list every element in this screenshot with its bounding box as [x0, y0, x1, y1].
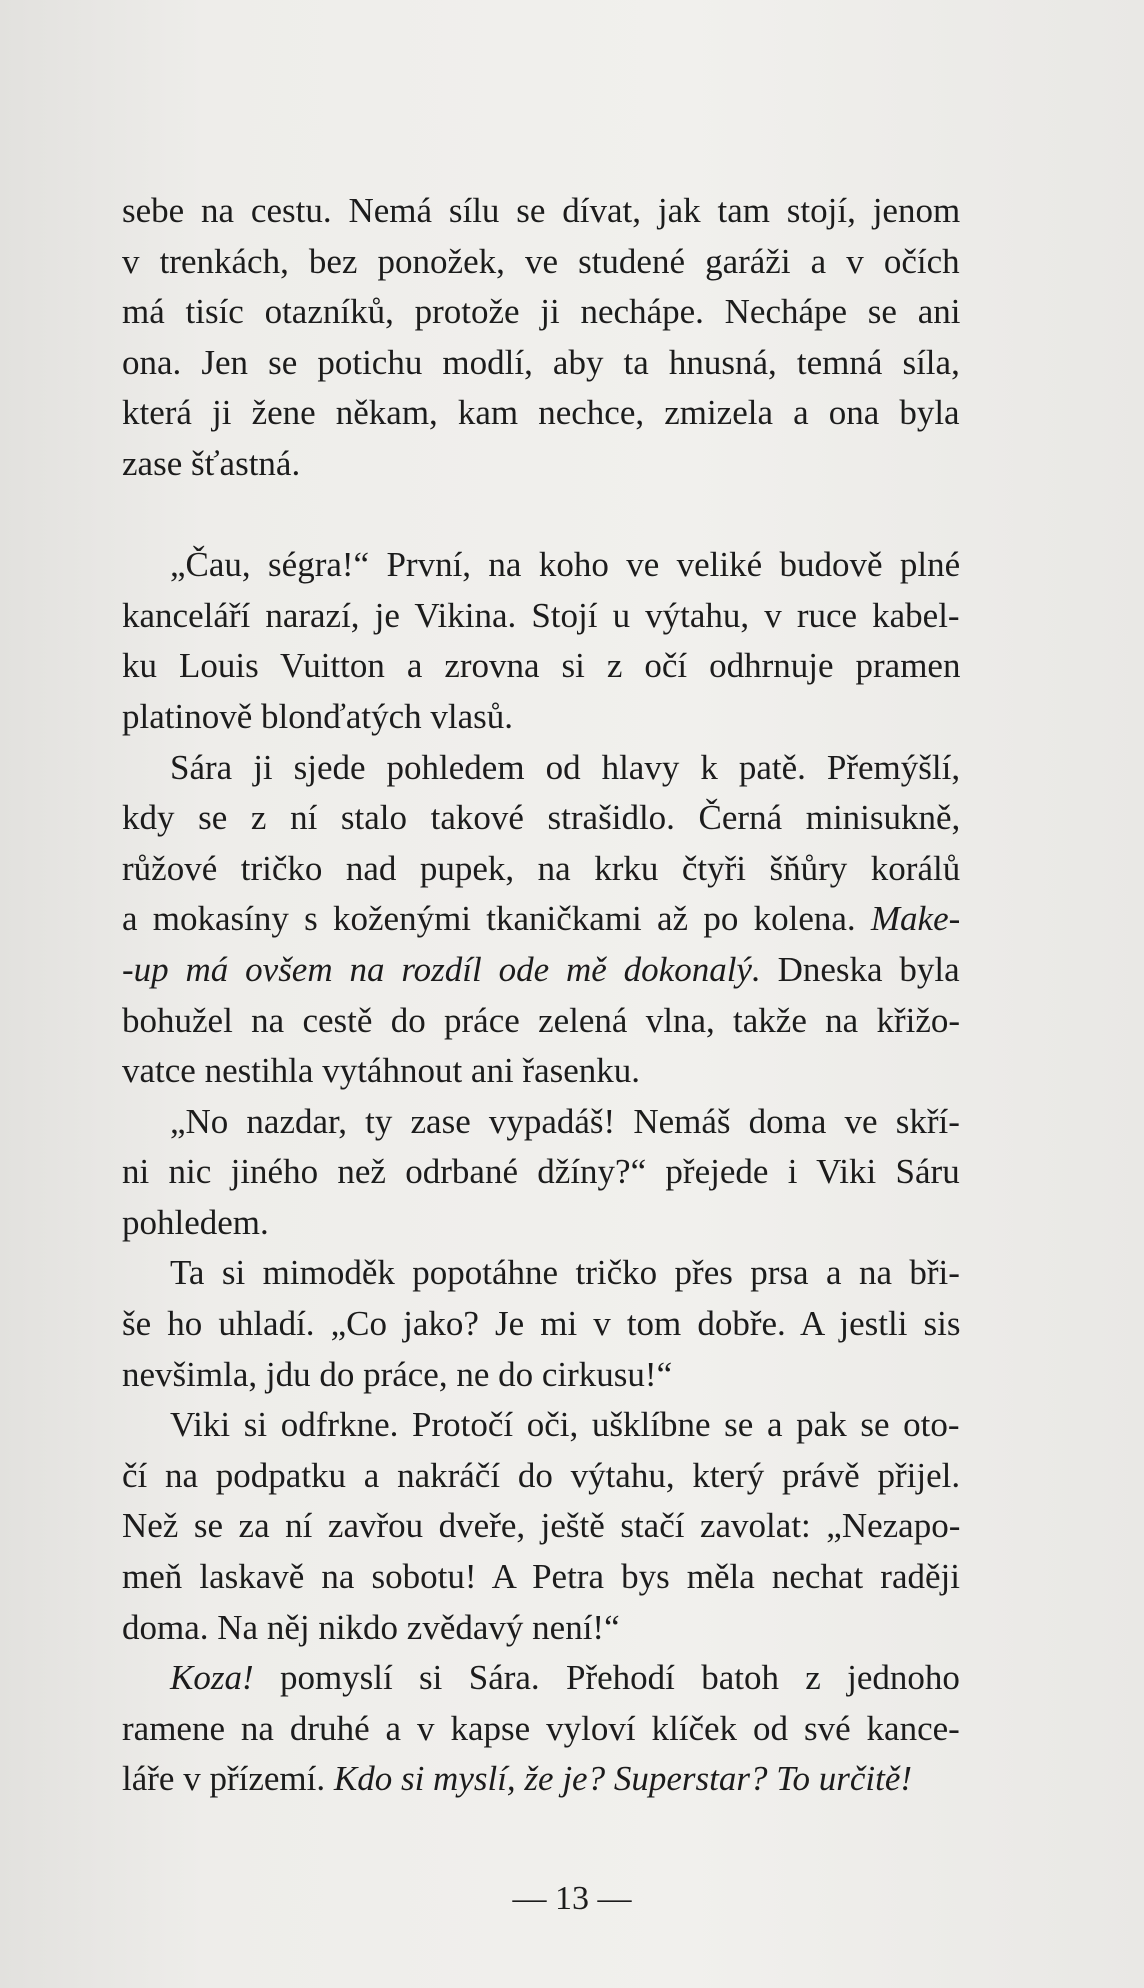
paragraph: [122, 186, 960, 490]
text-run: má tisíc otazníků, protože ji nechápe. Nechápe se ani: [122, 292, 961, 332]
text-line: [122, 1754, 960, 1805]
text-run: pohledem.: [122, 1202, 269, 1242]
text-line: [122, 793, 960, 844]
text-line: [122, 1248, 960, 1299]
text-line: [122, 388, 960, 439]
text-line: [122, 1653, 960, 1704]
text-run: která ji žene někam, kam nechce, zmizela a ona byla: [122, 393, 960, 433]
paragraph-gap: [122, 490, 960, 541]
text-run: vatce nestihla vytáhnout ani řasenku.: [122, 1051, 641, 1091]
text-run: Sára ji sjede pohledem od hlavy k patě. Přemýšlí,: [170, 747, 961, 787]
text-line: [122, 1451, 960, 1502]
paragraph: [122, 1097, 960, 1249]
text-run: „No nazdar, ty zase vypadáš! Nemáš doma ve skří-: [170, 1101, 960, 1141]
text-line: [122, 540, 960, 591]
text-line: [122, 287, 960, 338]
page-number: — 13 —: [512, 1880, 632, 1917]
text-line: [122, 1501, 960, 1552]
text-line: [122, 1097, 960, 1148]
text-line: [122, 338, 960, 389]
text-run: pomyslí si Sára. Přehodí batoh z jednoho: [253, 1658, 960, 1698]
text-run: růžové tričko nad pupek, na krku čtyři šňůry korálů: [122, 848, 961, 888]
body-text: [122, 186, 960, 1805]
text-run: Dneska byla: [760, 949, 960, 989]
italic-text: Make-: [870, 899, 961, 939]
text-line: [122, 844, 960, 895]
text-run: še ho uhladí. „Co jako? Je mi v tom dobře. A jestli sis: [122, 1304, 961, 1344]
text-run: ku Louis Vuitton a zrovna si z očí odhrnuje pramen: [122, 646, 961, 686]
text-run: čí na podpatku a nakráčí do výtahu, který právě přijel.: [122, 1455, 961, 1495]
text-line: [122, 1147, 960, 1198]
text-run: kdy se z ní stalo takové strašidlo. Černá minisukně,: [122, 798, 961, 838]
text-line: [122, 641, 960, 692]
text-run: ni nic jiného než odrbané džíny?“ přejede i Viki Sáru: [122, 1152, 960, 1192]
paragraph: [122, 1400, 960, 1653]
text-line: [122, 439, 960, 490]
text-run: bohužel na cestě do práce zelená vlna, takže na křižo-: [122, 1000, 961, 1040]
paragraph: [122, 540, 960, 742]
text-line: [122, 1400, 960, 1451]
paragraph: [122, 1248, 960, 1400]
text-line: [122, 591, 960, 642]
text-run: ramene na druhé a v kapse vyloví klíček od své kance-: [122, 1708, 960, 1748]
text-run: meň laskavě na sobotu! A Petra bys měla nechat raději: [122, 1557, 960, 1597]
italic-text: -up má ovšem na rozdíl ode mě dokonalý.: [122, 949, 761, 989]
text-line: [122, 1350, 960, 1401]
text-line: [122, 945, 960, 996]
text-line: [122, 1704, 960, 1755]
text-line: [122, 1603, 960, 1654]
text-run: kanceláří narazí, je Vikina. Stojí u výtahu, v ruce kabel-: [122, 595, 960, 635]
text-run: doma. Na něj nikdo zvědavý není!“: [122, 1607, 620, 1647]
text-line: [122, 996, 960, 1047]
text-run: a mokasíny s koženými tkaničkami až po kolena.: [122, 899, 871, 939]
text-run: Viki si odfrkne. Protočí oči, ušklíbne se a pak se oto-: [170, 1405, 960, 1445]
italic-text: Koza!: [170, 1658, 254, 1698]
text-line: [122, 1046, 960, 1097]
text-run: „Čau, ségra!“ První, na koho ve veliké budově plné: [170, 545, 961, 585]
paragraph: [122, 1653, 960, 1805]
text-run: platinově blonďatých vlasů.: [122, 696, 514, 736]
paragraph: [122, 743, 960, 1097]
text-line: [122, 1198, 960, 1249]
text-run: láře v přízemí.: [122, 1759, 334, 1799]
text-run: ona. Jen se potichu modlí, aby ta hnusná, temná síla,: [122, 342, 960, 382]
text-line: [122, 186, 960, 237]
text-line: [122, 894, 960, 945]
text-line: [122, 692, 960, 743]
text-line: [122, 237, 960, 288]
text-line: [122, 743, 960, 794]
text-run: nevšimla, jdu do práce, ne do cirkusu!“: [122, 1354, 673, 1394]
text-line: [122, 1552, 960, 1603]
text-run: Než se za ní zavřou dveře, ještě stačí zavolat: „Nezapo-: [122, 1506, 961, 1546]
text-run: sebe na cestu. Nemá sílu se dívat, jak tam stojí, jenom: [122, 191, 961, 230]
italic-text: Kdo si myslí, že je? Superstar? To určitě!: [333, 1759, 913, 1799]
text-run: Ta si mimoděk popotáhne tričko přes prsa a na bři-: [170, 1253, 960, 1293]
text-line: [122, 1299, 960, 1350]
text-run: v trenkách, bez ponožek, ve studené garáži a v očích: [122, 241, 960, 281]
text-run: zase šťastná.: [122, 443, 301, 483]
